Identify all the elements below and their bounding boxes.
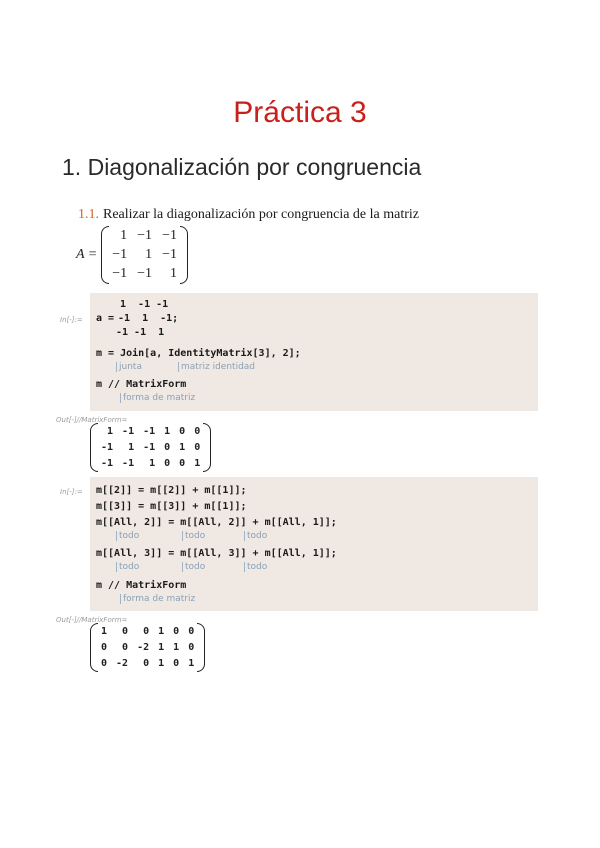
matrix-cell: −1 [137, 228, 153, 243]
matrix-cell: 1 [107, 426, 114, 437]
hint-tooltip: todo [182, 531, 205, 541]
matrix-cell: 0 [194, 442, 201, 453]
code-line[interactable]: m[[3]] = m[[3]] + m[[1]]; [96, 501, 247, 512]
matrix-cell: 0 [122, 626, 129, 637]
matrix-cell: 0 [164, 458, 171, 469]
section-heading [62, 154, 421, 181]
right-paren [203, 423, 211, 472]
matrix-cell: 1 [179, 442, 186, 453]
matrix-cell: -1 [122, 426, 135, 437]
matrix-cell: 1 [101, 626, 108, 637]
code-line[interactable]: m[[All, 2]] = m[[All, 2]] + m[[All, 1]]; [96, 517, 337, 528]
left-paren [101, 226, 109, 284]
code-line[interactable]: -1 -1 1 [116, 327, 165, 338]
matrix-cell: -2 [137, 642, 150, 653]
hint-tooltip: forma de matriz [120, 594, 195, 604]
right-paren [180, 226, 188, 284]
page-title: Práctica 3 [233, 96, 367, 129]
hint-tooltip: todo [244, 562, 267, 572]
code-line[interactable]: m = Join[a, IdentityMatrix[3], 2]; [96, 348, 301, 359]
input-label: In[-]:= [60, 316, 83, 324]
left-paren [90, 623, 98, 672]
matrix-cell: 0 [122, 642, 129, 653]
hint-tooltip: matriz identidad [178, 362, 255, 372]
matrix-cell: 1 [149, 458, 156, 469]
matrix-cell: 0 [173, 626, 180, 637]
left-paren [90, 423, 98, 472]
matrix-cell: 1 [164, 426, 171, 437]
matrix-cell: 1 [158, 626, 165, 637]
matrix-cell: 1 [120, 228, 128, 243]
matrix-cell: 1 [145, 247, 153, 262]
matrix-cell: 1 [128, 442, 135, 453]
matrix-cell: 1 [158, 658, 165, 669]
matrix-cell: -1 [101, 442, 114, 453]
code-line[interactable]: a = [96, 313, 115, 324]
matrix-cell: −1 [162, 228, 177, 243]
matrix-cell: −1 [162, 247, 177, 262]
section-title: Diagonalización por congruencia [87, 154, 422, 180]
hint-tooltip: todo [182, 562, 205, 572]
matrix-cell: -1 [143, 442, 156, 453]
input-cell-2[interactable] [90, 477, 538, 611]
matrix-cell: -1 [101, 458, 114, 469]
section-number: 1. [62, 154, 82, 180]
code-line[interactable]: m[[2]] = m[[2]] + m[[1]]; [96, 485, 247, 496]
matrix-cell: 0 [164, 442, 171, 453]
output-label: Out[-]//MatrixForm= [56, 616, 128, 624]
matrix-cell: 0 [179, 458, 186, 469]
code-line[interactable]: 1 -1 -1 [120, 299, 169, 310]
hint-tooltip: todo [116, 531, 139, 541]
matrix-cell: −1 [137, 266, 153, 281]
matrix-cell: 0 [101, 642, 108, 653]
matrix-cell: 1 [188, 658, 195, 669]
matrix-cell: 0 [194, 426, 201, 437]
output-label: Out[-]//MatrixForm= [56, 416, 128, 424]
matrix-a-grid [109, 226, 180, 284]
code-line[interactable]: -1 1 -1; [118, 313, 179, 324]
output-grid [98, 423, 203, 472]
matrix-cell: 0 [188, 626, 195, 637]
code-line[interactable]: m // MatrixForm [96, 580, 187, 591]
matrix-cell: 0 [143, 658, 150, 669]
input-label: In[-]:= [60, 488, 83, 496]
matrix-cell: -1 [122, 458, 135, 469]
right-paren [197, 623, 205, 672]
matrix-a-definition [76, 226, 188, 284]
subsection-number: 1.1. [78, 207, 99, 222]
hint-tooltip: todo [244, 531, 267, 541]
matrix-cell: −1 [112, 266, 128, 281]
output-matrix-2 [90, 623, 205, 672]
subsection-text: Realizar la diagonalización por congruencia de la matriz [103, 207, 420, 222]
matrix-cell: 0 [101, 658, 108, 669]
matrix-cell: 1 [158, 642, 165, 653]
matrix-a-label: A = [76, 247, 98, 262]
matrix-cell: -2 [116, 658, 129, 669]
output-matrix-1 [90, 423, 211, 472]
matrix-cell: 1 [194, 458, 201, 469]
matrix-cell: -1 [143, 426, 156, 437]
matrix-cell: −1 [112, 247, 128, 262]
matrix-cell: 1 [169, 266, 177, 281]
matrix-cell: 0 [173, 658, 180, 669]
hint-tooltip: junta [116, 362, 142, 372]
code-line[interactable]: m // MatrixForm [96, 379, 187, 390]
subsection-heading [78, 207, 419, 223]
code-line[interactable]: m[[All, 3]] = m[[All, 3]] + m[[All, 1]]; [96, 548, 337, 559]
hint-tooltip: todo [116, 562, 139, 572]
matrix-cell: 0 [143, 626, 150, 637]
matrix-cell: 1 [173, 642, 180, 653]
output-grid [98, 623, 197, 672]
input-cell-1[interactable] [90, 293, 538, 411]
matrix-cell: 0 [179, 426, 186, 437]
hint-tooltip: forma de matriz [120, 393, 195, 403]
matrix-cell: 0 [188, 642, 195, 653]
